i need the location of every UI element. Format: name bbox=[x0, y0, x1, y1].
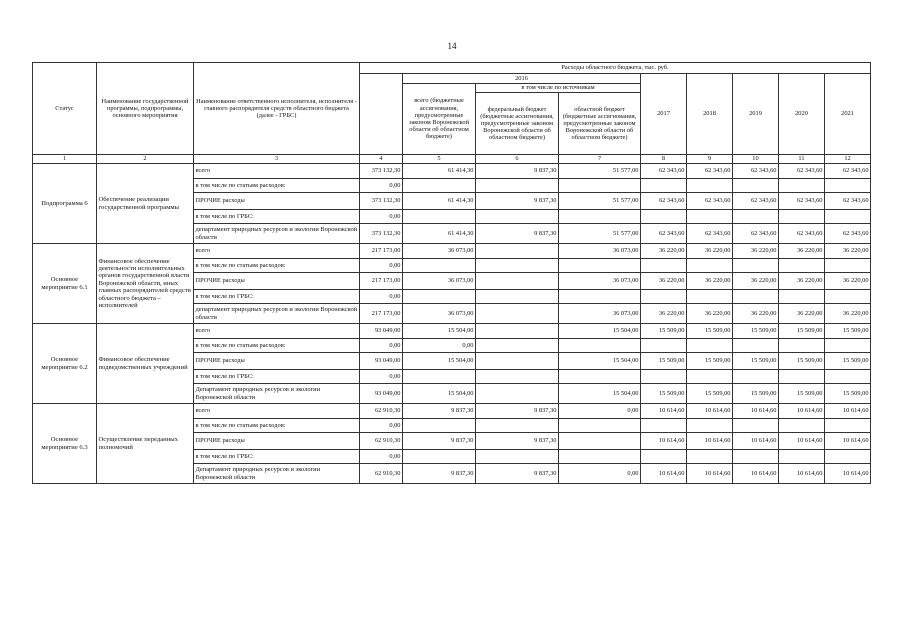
header-year-2019: 2019 bbox=[733, 74, 779, 155]
value-cell: 217 173,00 bbox=[360, 273, 403, 290]
value-cell: 62 910,30 bbox=[360, 433, 403, 450]
value-cell: 36 220,00 bbox=[687, 273, 733, 290]
value-cell: 9 837,30 bbox=[476, 464, 559, 484]
value-cell bbox=[559, 210, 641, 224]
header-total-2016: всего (бюджетные ассигнования, предусмотренные законом Воронежской области об областном бюджете) bbox=[403, 84, 476, 155]
value-cell bbox=[687, 339, 733, 353]
value-cell bbox=[476, 384, 559, 404]
value-cell: 10 614,60 bbox=[687, 464, 733, 484]
value-cell: 10 614,60 bbox=[825, 433, 871, 450]
value-cell: 62 343,60 bbox=[733, 224, 779, 244]
value-cell bbox=[825, 179, 871, 193]
row-program-name: Финансовое обеспечение деятельности исполнительных органов государственной власти Воронежской области, иных главных распорядителей средств областного бюджета – исполнителей bbox=[97, 244, 194, 324]
value-cell: 10 614,60 bbox=[733, 404, 779, 419]
value-cell: 15 509,00 bbox=[641, 353, 687, 370]
header-program: Наименование государственной программы, подпрограммы, основного мероприятия bbox=[97, 63, 194, 155]
row-label: в том числе по ГРБС: bbox=[194, 370, 360, 384]
row-status: Подпрограмма 6 bbox=[33, 164, 97, 244]
row-label: всего bbox=[194, 324, 360, 339]
value-cell: 10 614,60 bbox=[779, 464, 825, 484]
row-label: Департамент природных ресурсов и экологии Воронежской области bbox=[194, 464, 360, 484]
value-cell: 0,00 bbox=[360, 290, 403, 304]
value-cell bbox=[687, 179, 733, 193]
value-cell: 62 343,60 bbox=[779, 224, 825, 244]
value-cell: 10 614,60 bbox=[641, 433, 687, 450]
value-cell: 10 614,60 bbox=[733, 464, 779, 484]
header-year-2018: 2018 bbox=[687, 74, 733, 155]
row-label: в том числе по ГРБС: bbox=[194, 450, 360, 464]
value-cell bbox=[476, 244, 559, 259]
header-status: Статус bbox=[33, 63, 97, 155]
value-cell bbox=[687, 259, 733, 273]
value-cell bbox=[733, 210, 779, 224]
row-program-name: Обеспечение реализации государственной программы bbox=[97, 164, 194, 244]
col-number: 1 bbox=[33, 155, 97, 164]
value-cell: 36 220,00 bbox=[779, 244, 825, 259]
value-cell: 15 509,00 bbox=[779, 384, 825, 404]
value-cell: 10 614,60 bbox=[733, 433, 779, 450]
value-cell: 10 614,60 bbox=[825, 464, 871, 484]
table-row bbox=[33, 404, 871, 419]
value-cell: 36 073,00 bbox=[403, 273, 476, 290]
col-number: 11 bbox=[779, 155, 825, 164]
value-cell: 36 220,00 bbox=[825, 273, 871, 290]
value-cell: 0,00 bbox=[360, 259, 403, 273]
value-cell bbox=[559, 433, 641, 450]
header-year-2017: 2017 bbox=[641, 74, 687, 155]
value-cell bbox=[825, 450, 871, 464]
value-cell: 10 614,60 bbox=[687, 404, 733, 419]
value-cell: 15 504,00 bbox=[559, 384, 641, 404]
value-cell: 9 837,30 bbox=[403, 404, 476, 419]
value-cell bbox=[559, 179, 641, 193]
value-cell: 62 910,30 bbox=[360, 404, 403, 419]
value-cell bbox=[779, 259, 825, 273]
value-cell: 36 220,00 bbox=[687, 304, 733, 324]
row-label: в том числе по ГРБС: bbox=[194, 290, 360, 304]
value-cell: 0,00 bbox=[360, 370, 403, 384]
value-cell bbox=[403, 450, 476, 464]
value-cell bbox=[476, 210, 559, 224]
value-cell bbox=[476, 419, 559, 433]
value-cell bbox=[641, 179, 687, 193]
table-row bbox=[33, 244, 871, 259]
value-cell: 15 509,00 bbox=[779, 353, 825, 370]
value-cell bbox=[733, 290, 779, 304]
col-number: 10 bbox=[733, 155, 779, 164]
value-cell bbox=[733, 450, 779, 464]
value-cell: 9 837,30 bbox=[476, 433, 559, 450]
value-cell: 62 343,60 bbox=[825, 224, 871, 244]
value-cell bbox=[641, 419, 687, 433]
value-cell: 36 220,00 bbox=[733, 244, 779, 259]
value-cell: 62 343,60 bbox=[641, 193, 687, 210]
value-cell: 36 220,00 bbox=[779, 304, 825, 324]
value-cell bbox=[779, 450, 825, 464]
value-cell: 15 509,00 bbox=[825, 324, 871, 339]
col-number: 8 bbox=[641, 155, 687, 164]
value-cell: 15 509,00 bbox=[641, 324, 687, 339]
value-cell bbox=[641, 339, 687, 353]
value-cell: 15 504,00 bbox=[403, 384, 476, 404]
value-cell: 10 614,60 bbox=[825, 404, 871, 419]
value-cell bbox=[779, 339, 825, 353]
value-cell bbox=[476, 339, 559, 353]
header-federal: федеральный бюджет (бюджетные ассигнования, предусмотренные законом Воронежской области об областном бюджете) bbox=[476, 93, 559, 155]
value-cell: 51 577,00 bbox=[559, 164, 641, 179]
value-cell: 62 343,60 bbox=[687, 193, 733, 210]
value-cell: 36 220,00 bbox=[779, 273, 825, 290]
col-number: 9 bbox=[687, 155, 733, 164]
value-cell: 15 504,00 bbox=[559, 324, 641, 339]
value-cell: 62 343,60 bbox=[733, 193, 779, 210]
value-cell bbox=[825, 370, 871, 384]
value-cell: 9 837,30 bbox=[403, 464, 476, 484]
header-year-2016: 2016 bbox=[403, 74, 641, 84]
value-cell bbox=[687, 450, 733, 464]
table-body bbox=[33, 164, 871, 484]
value-cell bbox=[403, 290, 476, 304]
row-label: ПРОЧИЕ расходы bbox=[194, 193, 360, 210]
value-cell: 62 343,60 bbox=[687, 224, 733, 244]
col-number: 3 bbox=[194, 155, 360, 164]
value-cell bbox=[403, 210, 476, 224]
col-number: 7 bbox=[559, 155, 641, 164]
value-cell: 15 509,00 bbox=[687, 384, 733, 404]
value-cell bbox=[825, 290, 871, 304]
value-cell: 93 049,00 bbox=[360, 353, 403, 370]
value-cell: 10 614,60 bbox=[641, 404, 687, 419]
value-cell bbox=[779, 290, 825, 304]
value-cell: 62 343,60 bbox=[641, 224, 687, 244]
row-program-name: Осуществление переданных полномочий bbox=[97, 404, 194, 484]
value-cell: 15 504,00 bbox=[403, 324, 476, 339]
value-cell: 15 509,00 bbox=[687, 324, 733, 339]
value-cell bbox=[641, 210, 687, 224]
value-cell: 93 049,00 bbox=[360, 384, 403, 404]
budget-table bbox=[32, 62, 871, 484]
row-label: всего bbox=[194, 164, 360, 179]
value-cell: 9 837,30 bbox=[476, 404, 559, 419]
col-number: 2 bbox=[97, 155, 194, 164]
value-cell: 36 220,00 bbox=[733, 273, 779, 290]
value-cell: 36 220,00 bbox=[733, 304, 779, 324]
value-cell: 10 614,60 bbox=[641, 464, 687, 484]
value-cell: 36 073,00 bbox=[403, 244, 476, 259]
value-cell bbox=[403, 179, 476, 193]
value-cell: 61 414,30 bbox=[403, 224, 476, 244]
value-cell: 62 343,60 bbox=[733, 164, 779, 179]
row-label: в том числе по статьям расходов: bbox=[194, 339, 360, 353]
value-cell bbox=[559, 370, 641, 384]
value-cell: 36 073,00 bbox=[403, 304, 476, 324]
header-expenses: Расходы областного бюджета, тыс. руб. bbox=[360, 63, 871, 74]
value-cell bbox=[779, 179, 825, 193]
value-cell: 9 837,30 bbox=[403, 433, 476, 450]
value-cell: 373 132,30 bbox=[360, 224, 403, 244]
value-cell bbox=[476, 370, 559, 384]
row-label: в том числе по статьям расходов: bbox=[194, 179, 360, 193]
value-cell: 62 343,60 bbox=[825, 164, 871, 179]
row-label: в том числе по статьям расходов: bbox=[194, 419, 360, 433]
table-row bbox=[33, 164, 871, 179]
value-cell bbox=[687, 210, 733, 224]
value-cell: 36 073,00 bbox=[559, 244, 641, 259]
value-cell bbox=[476, 324, 559, 339]
value-cell: 15 509,00 bbox=[641, 384, 687, 404]
value-cell: 9 837,30 bbox=[476, 193, 559, 210]
value-cell: 0,00 bbox=[360, 450, 403, 464]
value-cell bbox=[733, 370, 779, 384]
row-label: ПРОЧИЕ расходы bbox=[194, 433, 360, 450]
page-number: 14 bbox=[447, 41, 457, 51]
value-cell bbox=[476, 273, 559, 290]
value-cell: 62 343,60 bbox=[641, 164, 687, 179]
value-cell: 51 577,00 bbox=[559, 224, 641, 244]
value-cell bbox=[687, 419, 733, 433]
value-cell bbox=[476, 179, 559, 193]
value-cell: 0,00 bbox=[559, 464, 641, 484]
col-number: 12 bbox=[825, 155, 871, 164]
value-cell bbox=[825, 259, 871, 273]
value-cell bbox=[641, 370, 687, 384]
header-by-sources: в том числе по источникам bbox=[476, 84, 641, 93]
row-label: Департамент природных ресурсов и экологии Воронежской области bbox=[194, 384, 360, 404]
value-cell bbox=[733, 259, 779, 273]
value-cell: 36 220,00 bbox=[825, 244, 871, 259]
value-cell bbox=[476, 259, 559, 273]
value-cell: 217 173,00 bbox=[360, 304, 403, 324]
value-cell bbox=[779, 419, 825, 433]
value-cell: 15 509,00 bbox=[825, 353, 871, 370]
value-cell: 15 509,00 bbox=[825, 384, 871, 404]
value-cell: 15 509,00 bbox=[779, 324, 825, 339]
value-cell: 61 414,30 bbox=[403, 193, 476, 210]
value-cell: 93 049,00 bbox=[360, 324, 403, 339]
value-cell: 15 509,00 bbox=[733, 384, 779, 404]
value-cell: 10 614,60 bbox=[779, 433, 825, 450]
value-cell bbox=[687, 370, 733, 384]
value-cell: 0,00 bbox=[559, 404, 641, 419]
value-cell bbox=[559, 419, 641, 433]
value-cell bbox=[476, 450, 559, 464]
value-cell: 36 220,00 bbox=[687, 244, 733, 259]
value-cell bbox=[403, 259, 476, 273]
header-regional: областной бюджет (бюджетные ассигнования, предусмотренные законом Воронежской области об областном бюджете) bbox=[559, 93, 641, 155]
value-cell: 0,00 bbox=[360, 339, 403, 353]
table-row bbox=[33, 324, 871, 339]
value-cell: 15 504,00 bbox=[559, 353, 641, 370]
value-cell: 51 577,00 bbox=[559, 193, 641, 210]
value-cell: 36 220,00 bbox=[641, 273, 687, 290]
value-cell: 62 910,30 bbox=[360, 464, 403, 484]
value-cell: 62 343,60 bbox=[687, 164, 733, 179]
row-program-name: Финансовое обеспечение подведомственных учреждений bbox=[97, 324, 194, 404]
row-label: всего bbox=[194, 404, 360, 419]
row-status: Основное мероприятие 6.3 bbox=[33, 404, 97, 484]
value-cell: 62 343,60 bbox=[779, 193, 825, 210]
value-cell: 217 173,00 bbox=[360, 244, 403, 259]
value-cell: 0,00 bbox=[360, 419, 403, 433]
row-label: всего bbox=[194, 244, 360, 259]
col-number: 6 bbox=[476, 155, 559, 164]
row-status: Основное мероприятие 6.2 bbox=[33, 324, 97, 404]
value-cell: 9 837,30 bbox=[476, 164, 559, 179]
value-cell: 36 073,00 bbox=[559, 273, 641, 290]
header-executor: Наименование ответственного исполнителя, исполнителя - главного распорядителя средств областного бюджета (далее - ГРБС) bbox=[194, 63, 360, 155]
value-cell bbox=[733, 179, 779, 193]
value-cell: 10 614,60 bbox=[779, 404, 825, 419]
value-cell bbox=[687, 290, 733, 304]
row-label: департамент природных ресурсов и экологии Воронежской области bbox=[194, 304, 360, 324]
col-number: 5 bbox=[403, 155, 476, 164]
value-cell: 36 220,00 bbox=[641, 244, 687, 259]
value-cell: 61 414,30 bbox=[403, 164, 476, 179]
value-cell bbox=[403, 370, 476, 384]
value-cell bbox=[641, 290, 687, 304]
value-cell: 373 132,30 bbox=[360, 193, 403, 210]
value-cell bbox=[733, 419, 779, 433]
value-cell bbox=[825, 339, 871, 353]
value-cell bbox=[559, 339, 641, 353]
header-blank bbox=[360, 74, 403, 155]
value-cell: 0,00 bbox=[403, 339, 476, 353]
value-cell bbox=[403, 419, 476, 433]
value-cell: 10 614,60 bbox=[687, 433, 733, 450]
value-cell: 62 343,60 bbox=[779, 164, 825, 179]
value-cell bbox=[779, 370, 825, 384]
value-cell: 0,00 bbox=[360, 210, 403, 224]
value-cell bbox=[476, 353, 559, 370]
value-cell bbox=[641, 259, 687, 273]
row-label: ПРОЧИЕ расходы bbox=[194, 353, 360, 370]
row-label: в том числе по ГРБС: bbox=[194, 210, 360, 224]
value-cell: 9 837,30 bbox=[476, 224, 559, 244]
value-cell bbox=[559, 290, 641, 304]
value-cell: 36 220,00 bbox=[641, 304, 687, 324]
value-cell bbox=[779, 210, 825, 224]
value-cell bbox=[733, 339, 779, 353]
col-number: 4 bbox=[360, 155, 403, 164]
value-cell: 62 343,60 bbox=[825, 193, 871, 210]
value-cell: 36 073,00 bbox=[559, 304, 641, 324]
value-cell: 15 509,00 bbox=[687, 353, 733, 370]
value-cell: 373 132,30 bbox=[360, 164, 403, 179]
row-status: Основное мероприятие 6.1 bbox=[33, 244, 97, 324]
header-year-2021: 2021 bbox=[825, 74, 871, 155]
row-label: в том числе по статьям расходов: bbox=[194, 259, 360, 273]
value-cell bbox=[825, 210, 871, 224]
value-cell: 15 509,00 bbox=[733, 324, 779, 339]
row-label: департамент природных ресурсов и экологии Воронежской области bbox=[194, 224, 360, 244]
value-cell: 36 220,00 bbox=[825, 304, 871, 324]
value-cell bbox=[476, 304, 559, 324]
value-cell: 15 504,00 bbox=[403, 353, 476, 370]
header-year-2020: 2020 bbox=[779, 74, 825, 155]
value-cell bbox=[559, 450, 641, 464]
value-cell bbox=[476, 290, 559, 304]
value-cell bbox=[559, 259, 641, 273]
row-label: ПРОЧИЕ расходы bbox=[194, 273, 360, 290]
value-cell bbox=[825, 419, 871, 433]
value-cell: 15 509,00 bbox=[733, 353, 779, 370]
value-cell bbox=[641, 450, 687, 464]
value-cell: 0,00 bbox=[360, 179, 403, 193]
